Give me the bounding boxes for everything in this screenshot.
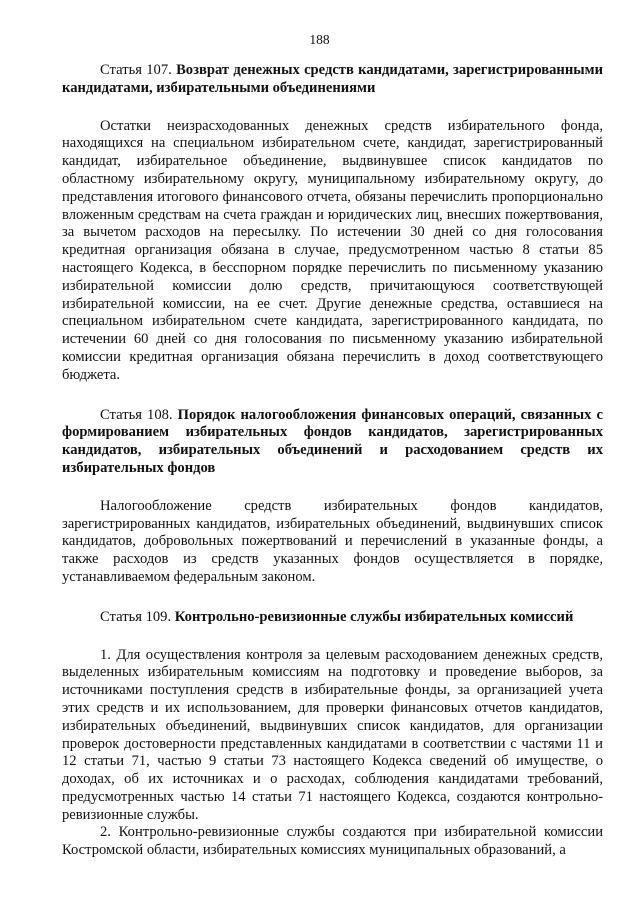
article-label: Статья 109. [100,608,172,625]
article-paragraph: 1. Для осуществления контроля за целевым расходованием денежных средств, выделенных избирательным комиссиям на подготовку и проведение выборов, за источниками поступления средств в избирательные фонды, за организацией учета этих средств и их использованием, для проверки финансовых отчетов кандидатов, избирательных объединений, выдвинувших список кандидатов, для организации проверок достоверности представленных кандидатами в соответствии с частями 11 и 12 статьи 71, частью 9 статьи 73 настоящего Кодекса сведений об имуществе, о доходах, об их источниках и о расходах, соблюдения кандидатами требований, предусмотренных частью 14 статьи 71 настоящего Кодекса, создаются контрольно-ревизионные службы. [62,646,603,823]
page-number: 188 [309,32,330,47]
article-heading [62,609,603,627]
article-title: Возврат денежных средств кандидатами, зарегистрированными кандидатами, избирательными объединениями [62,62,603,96]
article-109 [62,609,603,860]
article-107 [62,62,603,385]
article-paragraph: Остатки неизрасходованных денежных средств избирательного фонда, находящихся на специальном избирательном счете, кандидат, зарегистрированный кандидат, избирательное объединение, выдвинувшее список кандидатов по областному избирательному округу, муниципальному избирательному округу, до представления итогового финансового отчета, обязаны перечислить пропорционально вложенным средствам на счета граждан и юридических лиц, внесших пожертвования, за вычетом расходов на пересылку. По истечении 30 дней со дня голосования кредитная организация обязана в случае, предусмотренном частью 8 статьи 85 настоящего Кодекса, в бесспорном порядке перечислить по письменному указанию избирательной комиссии долю средств, причитающуюся соответствующей избирательной комиссии, на ее счет. Другие денежные средства, оставшиеся на специальном избирательном счете кандидата, зарегистрированного кандидата, по истечении 60 дней со дня голосования по письменному указанию избирательной комиссии кредитная организация обязана перечислить в доход соответствующего бюджета. [62,117,603,383]
article-paragraph: Налогообложение средств избирательных фондов кандидатов, зарегистрированных кандидатов, избирательных объединений, выдвинувших список кандидатов, добровольных пожертвований и перечислений в указанные фонды, а также расходов из средств указанных фондов осуществляется в порядке, устанавливаемом федеральным законом. [62,497,603,585]
article-title: Контрольно-ревизионные службы избирательных комиссий [174,608,574,625]
document-body [62,62,603,860]
article-heading [62,407,603,478]
article-108 [62,407,603,587]
article-heading [62,62,603,98]
article-paragraph: 2. Контрольно-ревизионные службы создаются при избирательной комиссии Костромской области, избирательных комиссиях муниципальных образований, а [62,824,603,859]
article-title: Порядок налогообложения финансовых операций, связанных с формированием избирательных фондов кандидатов, зарегистрированных кандидатов, избирательных объединений и расходованием средств их избирательных фондов [62,406,603,476]
article-label: Статья 107. [100,62,172,78]
article-label: Статья 108. [100,406,173,423]
